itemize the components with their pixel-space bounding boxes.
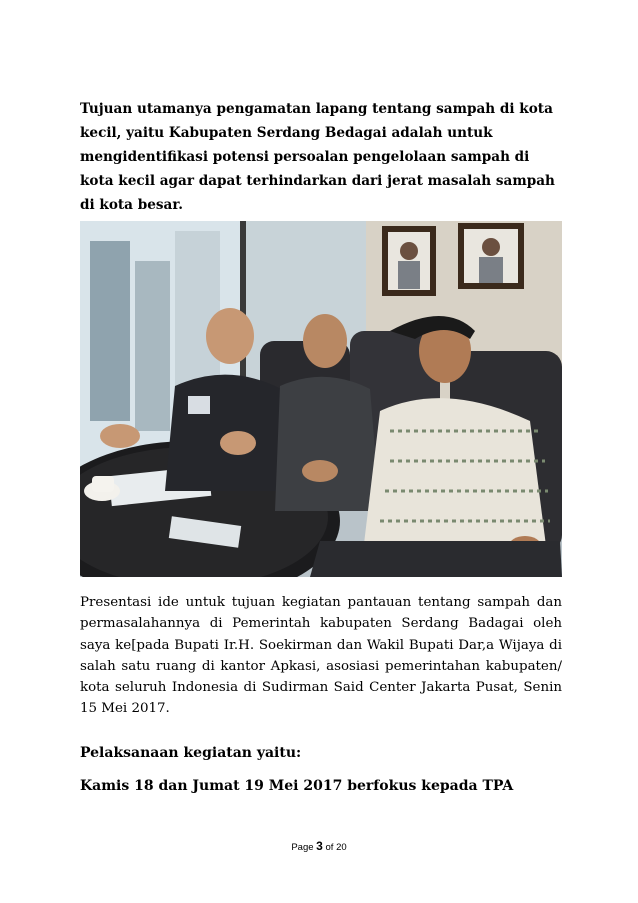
page-footer <box>0 839 638 853</box>
person-left-head <box>206 308 254 364</box>
section-subheading: Kamis 18 dan Jumat 19 Mei 2017 berfokus kepada TPA <box>80 778 514 794</box>
person-middle-head <box>303 314 347 368</box>
section-heading: Pelaksanaan kegiatan yaitu: <box>80 745 302 761</box>
of-label: of <box>325 842 334 853</box>
page-number: 3 <box>316 839 323 853</box>
total-pages: 20 <box>336 842 347 853</box>
intro-paragraph: Tujuan utamanya pengamatan lapang tentang sampah di kota kecil, yaitu Kabupaten Serdang Bedagai adalah untuk mengidentifikasi potensi persoalan pengelolaan sampah di kota kecil agar dapat terhindarkan dari jerat masalah sampah di kota besar. <box>80 101 555 213</box>
photo-caption: Presentasi ide untuk tujuan kegiatan pantauan tentang sampah dan permasalahannya di Pemerintah kabupaten Serdang Badagai oleh saya ke[pada Bupati Ir.H. Soekirman dan Wakil Bupati Dar,a Wijaya di salah satu ruang di kantor Apkasi, asosiasi pemerintahan kabupaten/ kota seluruh Indonesia di Sudirman Said Center Jakarta Pusat, Senin 15 Mei 2017. <box>80 595 562 717</box>
page-label: Page <box>291 842 314 853</box>
meeting-photo <box>80 221 562 577</box>
